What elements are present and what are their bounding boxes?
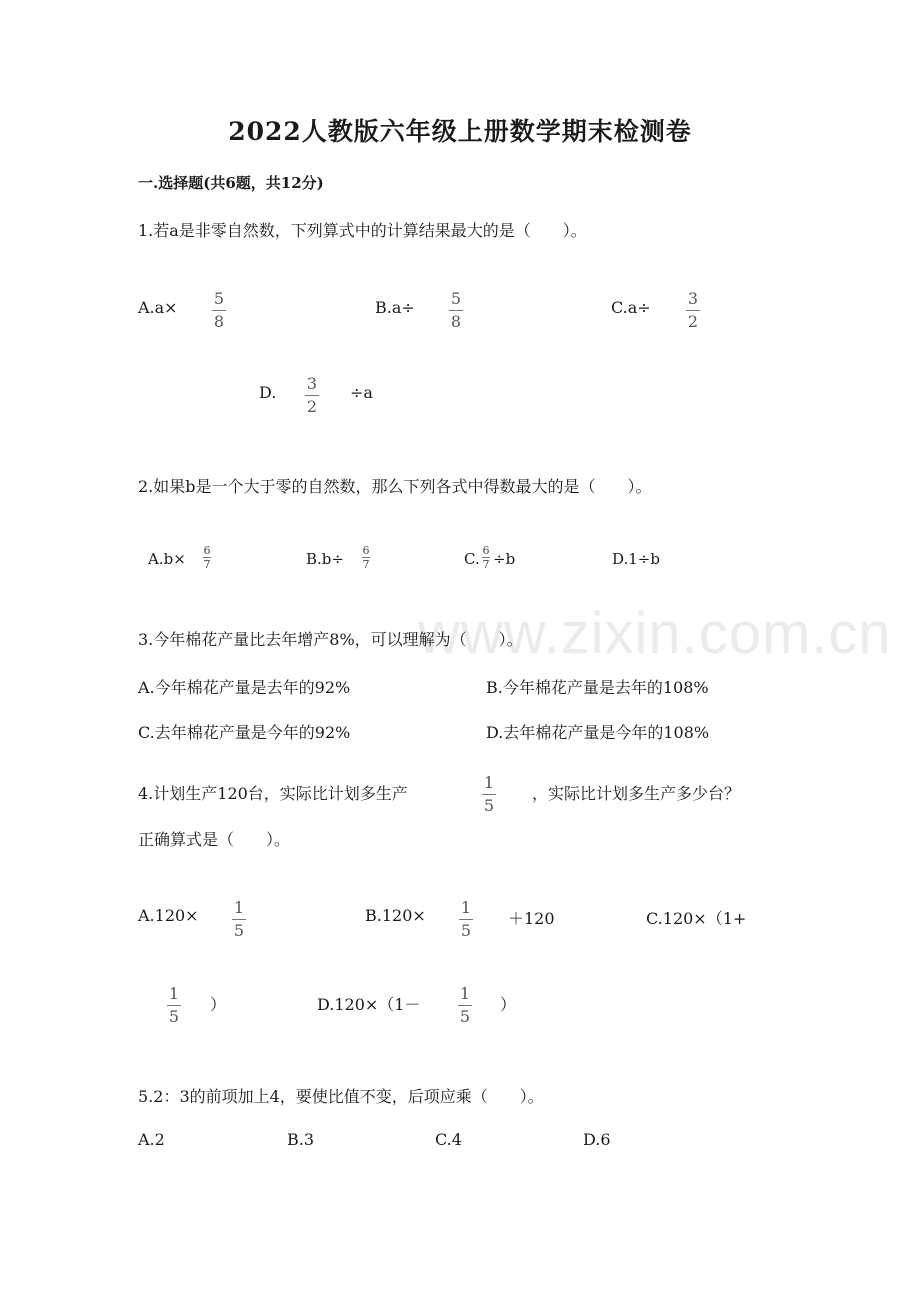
denominator: 7 <box>482 558 490 571</box>
denominator: 7 <box>203 558 211 571</box>
option-d-tail: ） <box>500 995 517 1014</box>
option-a: A.120× <box>138 906 199 925</box>
numerator: 6 <box>362 544 370 557</box>
option-a: A.今年棉花产量是去年的92% <box>138 678 351 697</box>
denominator: 2 <box>687 312 699 331</box>
option-b-tail: ＋120 <box>508 909 555 928</box>
denominator: 5 <box>483 796 495 815</box>
denominator: 5 <box>233 921 245 940</box>
question-stem-line2: 正确算式是（ ）。 <box>138 830 291 849</box>
option-b: B.120× <box>365 906 426 925</box>
option-b: B.3 <box>287 1130 315 1149</box>
fraction <box>449 290 463 331</box>
numerator: 1 <box>168 984 180 1003</box>
fraction <box>203 545 211 570</box>
question-stem: 2.如果b是一个大于零的自然数，那么下列各式中得数最大的是（ ）。 <box>138 477 652 496</box>
question-stem: 3.今年棉花产量比去年增产8%，可以理解为（ ）。 <box>138 630 523 649</box>
question-stem: 1.若a是非零自然数，下列算式中的计算结果最大的是（ ）。 <box>138 221 587 240</box>
denominator: 8 <box>213 312 225 331</box>
option-c: C.去年棉花产量是今年的92% <box>138 723 351 742</box>
option-c: C.120×（1+ <box>646 909 747 928</box>
fraction <box>305 375 319 416</box>
numerator: 6 <box>482 544 490 557</box>
option-b: B.b÷ <box>306 550 344 568</box>
question-stem-continued: ，实际比计划多生产多少台？ <box>532 784 741 803</box>
numerator: 1 <box>459 984 471 1003</box>
fraction <box>482 545 490 570</box>
option-d: D.6 <box>583 1130 611 1149</box>
question-stem: 4.计划生产120台，实际比计划多生产 <box>138 784 408 803</box>
option-b: B.a÷ <box>375 298 415 317</box>
option-a: A.2 <box>138 1130 165 1149</box>
fraction <box>458 985 472 1026</box>
denominator: 8 <box>450 312 462 331</box>
fraction <box>232 899 246 940</box>
question-stem: 5.2：3的前项加上4，要使比值不变，后项应乘（ ）。 <box>138 1087 544 1106</box>
fraction <box>212 290 226 331</box>
option-c: C.4 <box>435 1130 462 1149</box>
fraction <box>167 985 181 1026</box>
option-c-tail: ÷b <box>493 550 516 568</box>
numerator: 1 <box>460 898 472 917</box>
numerator: 3 <box>306 374 318 393</box>
page-title: 2022人教版六年级上册数学期末检测卷 <box>228 117 692 146</box>
denominator: 7 <box>362 558 370 571</box>
denominator: 5 <box>460 921 472 940</box>
option-d: D. <box>259 383 277 402</box>
denominator: 5 <box>459 1007 471 1026</box>
option-a: A.b× <box>148 550 186 568</box>
option-b: B.今年棉花产量是去年的108% <box>486 678 709 697</box>
numerator: 5 <box>450 289 462 308</box>
option-c-tail: ） <box>210 995 227 1014</box>
numerator: 1 <box>483 773 495 792</box>
denominator: 5 <box>168 1007 180 1026</box>
option-a: A.a× <box>138 298 178 317</box>
numerator: 1 <box>233 898 245 917</box>
numerator: 6 <box>203 544 211 557</box>
option-c: C.a÷ <box>611 298 651 317</box>
fraction <box>459 899 473 940</box>
option-d-tail: ÷a <box>350 383 373 402</box>
numerator: 3 <box>687 289 699 308</box>
watermark: www.zixin.com.cn <box>418 601 892 666</box>
numerator: 5 <box>213 289 225 308</box>
option-c: C. <box>464 550 480 568</box>
fraction <box>686 290 700 331</box>
fraction <box>482 774 496 815</box>
fraction <box>362 545 370 570</box>
option-d: D.1÷b <box>612 550 660 568</box>
option-d: D.120×（1－ <box>317 995 421 1014</box>
denominator: 2 <box>306 397 318 416</box>
section-heading: 一.选择题(共6题，共12分) <box>138 174 324 192</box>
option-d: D.去年棉花产量是今年的108% <box>486 723 710 742</box>
